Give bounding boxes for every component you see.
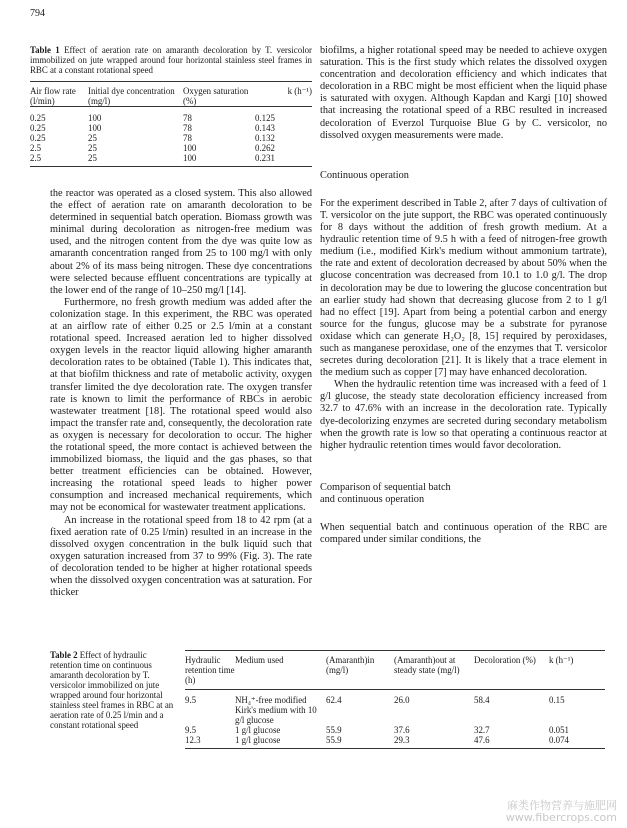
table-cell: 0.231 — [255, 153, 275, 163]
table-cell: 100 — [88, 113, 102, 123]
table2-header-cell: k (h⁻¹) — [549, 655, 574, 665]
table2-header-cell: Medium used — [235, 655, 284, 665]
table1-header-cell: Oxygen saturation (%) — [183, 86, 249, 106]
table-row — [185, 690, 605, 726]
table-cell: 2.5 — [30, 153, 42, 163]
table-row — [30, 143, 312, 153]
paragraph: biofilms, a higher rotational speed may be needed to achieve oxygen saturation. This is the first study which relates the dissolved oxygen concentration and decoloration efficiency and which indicates that decoloration in a RBC might be most efficient when the liquid phase is saturated with oxygen. Although Kapdan and Kargi [10] showed that increasing the rotational speed of a RBC resulted in increased decoloration of Everzol Turquoise Blue G by C. versicolor, no dissolved oxygen measurements were made. — [320, 45, 607, 141]
table-cell: 0.262 — [255, 143, 275, 153]
table-cell: 0.074 — [549, 735, 569, 745]
table-cell: 0.25 — [30, 133, 46, 143]
table-cell: 78 — [183, 133, 192, 143]
paragraph: Furthermore, no fresh growth medium was added after the colonization stage. In this experiment, the RBC was operated at an airflow rate of either 0.25 or 2.5 l/min at a constant rotational speed. Increased aeration led to higher dissolved oxygen levels in the reactor liquid allowing higher amaranth decoloration rates to be obtained (Table 1). This indicates that, at that biofilm thickness and rate of metabolic activity, oxygen transfer limited the dye decoloration rate. The oxygen transfer rate is known to limit the performance of RBCs in aerobic wastewater treatment [18]. The rotational speed would also impact the transfer rate and, consequently, the decoloration rate as oxygen is necessary for decoloration to occur. The higher the rotational speed, the more contact is achieved between the immobilized biomass, the liquid and the gas phases, so that better treatment efficiencies can be obtained. However, increasing the rotational speed leads to higher power consumption and increased mechanical requirements, which may not be economical for wastewater treatment applications. — [50, 296, 312, 514]
table-cell: 58.4 — [474, 695, 490, 705]
table2-caption-text: Effect of hydraulic retention time on continuous amaranth decoloration by T. versicolor immobilized on jute wrapped around four horizontal stainless steel frames in RBC at an aeration rate of 0.25 l/min and a constant rotational speed — [50, 650, 174, 730]
table-row — [185, 735, 605, 749]
table-cell: 37.6 — [394, 725, 410, 735]
table-cell: 47.6 — [474, 735, 490, 745]
paragraph: When sequential batch and continuous operation of the RBC are compared under similar conditions, the — [320, 522, 607, 546]
table1-header-cell: Initial dye concentration (mg/l) — [88, 86, 175, 106]
table-cell: 25 — [88, 143, 97, 153]
table1-block — [30, 45, 312, 167]
table-row — [185, 725, 605, 735]
paragraph: An increase in the rotational speed from 18 to 42 rpm (at a fixed aeration rate of 0.25 l/min) resulted in an increase in the dissolved oxygen concentration in the bulk liquid such that oxygen saturation increased from 37 to 99% (Fig. 3). The rate of decoloration tended to be higher at higher rotational speeds when the dissolved oxygen concentration was at saturation. For thicker — [50, 514, 312, 599]
table-cell: 100 — [88, 123, 102, 133]
paragraph: For the experiment described in Table 2, after 7 days of cultivation of T. versicolor on the jute support, the RBC was operated continuously for 8 days without the addition of fresh growth medium. At a hydraulic retention time of 9.5 h with a feed of nitrogen-free growth medium (i.e., modified Kirk's medium without ammonium tartrate), the rate and extent of decoloration decreased by about 50% when the glucose concentration was decreased from 10.1 to 1.0 g/l. The drop in decoloration may be due to lowering the glucose concentration but an earlier study had shown that decreasing glucose from 2 to 1 g/l had no effect [19]. Apart from being a potential carbon and energy source for the fungus, glucose may be a substrate for pyranose oxidase which can generate H₂O₂ [8, 15] required by peroxidases, such as manganese peroxidase, one of the enzymes that T. versicolor secretes during decoloration [21]. It is likely that a trace element in the medium such as copper [7] may have enhanced decoloration. — [320, 197, 607, 379]
watermark-line: 麻类作物营养与施肥网 — [507, 799, 617, 812]
page-number: 794 — [30, 8, 45, 19]
left-column — [50, 188, 312, 599]
table2-caption-label: Table 2 — [50, 650, 78, 660]
table1-header-cell: k (h⁻¹) — [287, 86, 312, 96]
table2-header-cell: Decoloration (%) — [474, 655, 536, 665]
table-cell: 0.132 — [255, 133, 275, 143]
table-cell: 29.3 — [394, 735, 410, 745]
table1 — [30, 81, 312, 167]
table1-caption-text: Effect of aeration rate on amaranth decoloration by T. versicolor immobilized on jute wrapped around four horizontal stainless steel frames in RBC at a constant rotational speed — [30, 45, 313, 75]
table-row — [30, 133, 312, 143]
table-cell: 100 — [183, 153, 197, 163]
table-cell: 0.25 — [30, 113, 46, 123]
table-row — [30, 123, 312, 133]
table-cell: 78 — [183, 123, 192, 133]
table2 — [185, 650, 605, 749]
paragraph: When the hydraulic retention time was increased with a feed of 1 g/l glucose, the steady state decoloration efficiency increased from 32.7 to 47.6% with an increase in the decoloration rate. Typically dye-decolorizing enzymes are secreted during secondary metabolism when the growth rate is low so that operating a continuous reactor at higher hydraulic retention times would favor decoloration. — [320, 379, 607, 451]
table-cell: 2.5 — [30, 143, 42, 153]
section-heading-line: and continuous operation — [320, 493, 425, 505]
table1-header-cell: Air flow rate (l/min) — [30, 86, 76, 106]
section-heading: Continuous operation — [320, 169, 409, 181]
section-heading-line: Comparison of sequential batch — [320, 481, 451, 493]
table-cell: 78 — [183, 113, 192, 123]
table-cell: 12.3 — [185, 735, 201, 745]
table-cell: 0.051 — [549, 725, 569, 735]
table-cell: 62.4 — [326, 695, 342, 705]
table1-caption-label: Table 1 — [30, 45, 60, 55]
table1-header-row — [30, 82, 312, 107]
table-cell: 55.9 — [326, 735, 342, 745]
table2-header-row — [185, 651, 605, 690]
table-cell: 9.5 — [185, 695, 197, 705]
table-cell: 1 g/l glucose — [235, 735, 281, 745]
table-cell: 9.5 — [185, 725, 197, 735]
table-cell: 1 g/l glucose — [235, 725, 281, 735]
table-cell: 25 — [88, 153, 97, 163]
table-cell: 26.0 — [394, 695, 410, 705]
table-cell: 0.15 — [549, 695, 565, 705]
table-row — [30, 153, 312, 167]
table-cell: 32.7 — [474, 725, 490, 735]
paragraph: the reactor was operated as a closed system. This also allowed the effect of aeration rate on amaranth decoloration to be determined in sequential batch operation. Biomass growth was minimal during decoloration as nitrogen-free medium was used, and the nitrogen content from the dye was quite low as amaranth concentration ranged from 25 to 100 mg/l with only about 2% of its mass being nitrogen. These dye concentrations were selected because effluent concentrations are typically at the lower end of the range of 10–250 mg/l [14]. — [50, 188, 312, 296]
table2-header-cell: (Amaranth)out at steady state (mg/l) — [394, 655, 460, 675]
table-cell: 55.9 — [326, 725, 342, 735]
table-cell: 100 — [183, 143, 197, 153]
watermark — [506, 800, 617, 824]
table-row — [30, 107, 312, 124]
table2-header-cell: (Amaranth)in (mg/l) — [326, 655, 375, 675]
table-cell: 0.25 — [30, 123, 46, 133]
table-cell: NH₄⁺-free modified Kirk's medium with 10 g/l glucose — [235, 695, 317, 725]
right-column — [320, 45, 607, 546]
table-cell: 0.125 — [255, 113, 275, 123]
table1-caption — [30, 45, 312, 75]
table2-header-cell: Hydraulic retention time (h) — [185, 655, 235, 685]
table2-caption — [50, 650, 175, 730]
watermark-line: www.fibercrops.com — [505, 811, 617, 824]
section-heading — [320, 482, 607, 506]
table-cell: 25 — [88, 133, 97, 143]
table-cell: 0.143 — [255, 123, 275, 133]
